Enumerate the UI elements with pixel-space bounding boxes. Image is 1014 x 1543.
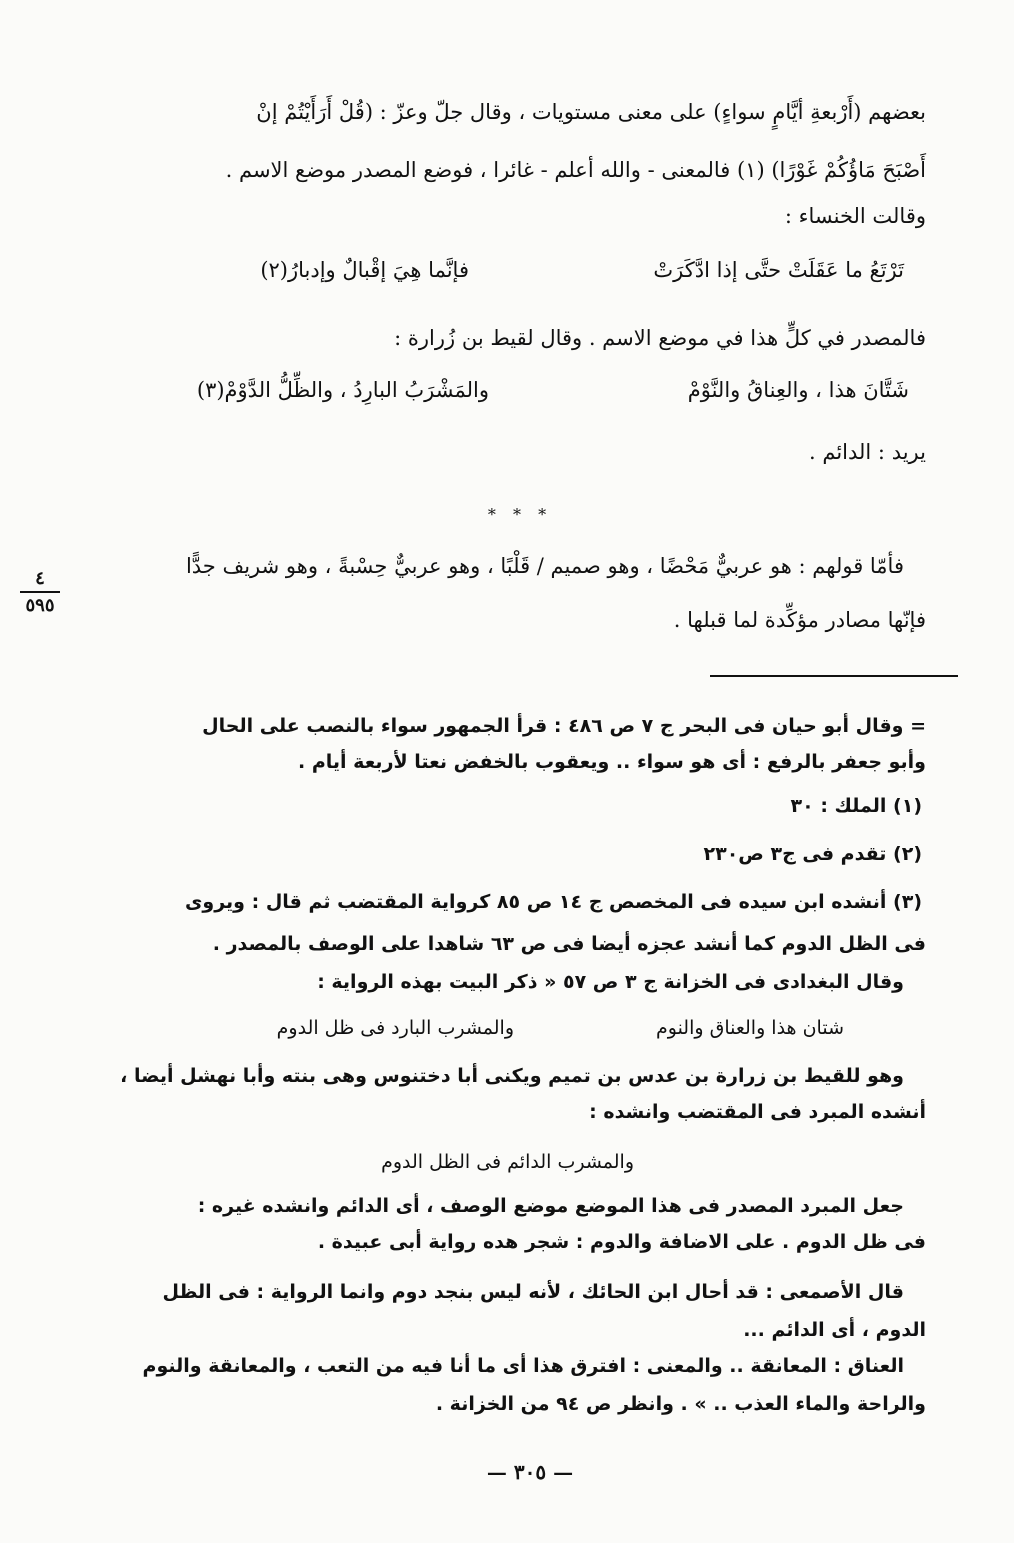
body-line-3: وقالت الخنساء : [784, 204, 926, 228]
section-separator: * * * [487, 505, 553, 524]
verse-1-first-hemistich: تَرْتَعُ ما عَقَلَتْ حتَّى إذا ادَّكَرَتْ [653, 258, 904, 282]
footnote-line: وهو للقيط بن زرارة بن عدس بن تميم ويكنى أبا دختنوس وهى بنته وأبا نهشل أيضا ، [120, 1065, 904, 1087]
body-line-5: يريد : الدائم . [809, 440, 926, 464]
page-number: — ٣٠٥ — [486, 1460, 574, 1484]
footnote-line: والراحة والماء العذب .. » . وانظر ص ٩٤ من الخزانة . [435, 1393, 926, 1415]
body-line-6: فأمّا قولهم : هو عربيٌّ مَحْضًا ، وهو صميم / قَلْبًا ، وهو عربيٌّ حِسْبةً ، وهو شريف جدًّا [185, 554, 904, 578]
footnote-line: وأبو جعفر بالرفع : أى هو سواء .. ويعقوب بالخفض نعتا لأربعة أيام . [298, 751, 926, 773]
footnote-1: (١) الملك : ٣٠ [790, 795, 922, 817]
verse-2-first-hemistich: شَتَّانَ هذا ، والعِناقُ والنَّوْمْ [687, 378, 909, 402]
footnote-line: أنشده المبرد فى المقتضب وانشده : [589, 1101, 926, 1123]
margin-reference [16, 568, 64, 616]
body-line-1: بعضهم (أَرْبعةِ أيَّامٍ سواءٍ) على معنى مستويات ، وقال جلّ وعزّ : (قُلْ أَرَأَيْتُمْ إنْ [256, 100, 926, 124]
footnote-line: فى الظل الدوم كما أنشد عجزه أيضا فى ص ٦٣ شاهدا على الوصف بالمصدر . [212, 933, 926, 955]
footnote-line: العناق : المعانقة .. والمعنى : افترق هذا أى ما أنا فيه من التعب ، والمعانقة والنوم [142, 1355, 904, 1377]
footnote-3: (٣) أنشده ابن سيده فى المخصص ج ١٤ ص ٨٥ كرواية المقتضب ثم قال : ويروى [185, 891, 922, 913]
margin-page: ٥٩٥ [25, 595, 55, 616]
footnote-line: الدوم ، أى الدائم ... [743, 1319, 926, 1341]
footnote-line: = وقال أبو حيان فى البحر ج ٧ ص ٤٨٦ : قرأ الجمهور سواء بالنصب على الحال [202, 715, 926, 737]
verse-1-second-hemistich: فإنَّما هِيَ إقْبالٌ وإدبارُ(٢) [260, 258, 469, 282]
footnote-line: وقال البغدادى فى الخزانة ج ٣ ص ٥٧ « ذكر البيت بهذه الرواية : [317, 971, 904, 993]
body-line-4: فالمصدر في كلٍّ هذا في موضع الاسم . وقال لقيط بن زُرارة : [394, 326, 926, 350]
footnote-verse-b: والمشرب البارد فى ظل الدوم [276, 1017, 514, 1039]
footnote-verse-2: والمشرب الدائم فى الظل الدوم [381, 1151, 634, 1173]
footnote-line: قال الأصمعى : قد أحال ابن الحائك ، لأنه ليس بنجد دوم وانما الرواية : فى الظل [162, 1281, 904, 1303]
verse-2-second-hemistich: والمَشْرَبُ البارِدُ ، والظِّلُّ الدَّوْمْ(٣) [196, 378, 489, 402]
margin-divider [20, 591, 60, 593]
body-line-2: أَصْبَحَ مَاؤُكُمْ غَوْرًا) (١) فالمعنى - والله أعلم - غائرا ، فوضع المصدر موضع الاسم . [225, 158, 926, 182]
footnote-line: فى ظل الدوم . على الاضافة والدوم : شجر هده رواية أبى عبيدة . [317, 1231, 926, 1253]
footnote-verse-a: شتان هذا والعناق والنوم [655, 1017, 844, 1039]
body-line-7: فإنّها مصادر مؤكِّدة لما قبلها . [673, 608, 926, 632]
footnote-line: جعل المبرد المصدر فى هذا الموضع موضع الوصف ، أى الدائم وانشده غيره : [197, 1195, 904, 1217]
margin-volume: ٤ [35, 568, 45, 589]
footnote-2: (٢) تقدم فى ج٣ ص٢٣٠ [703, 843, 922, 865]
footnote-separator [710, 675, 958, 677]
